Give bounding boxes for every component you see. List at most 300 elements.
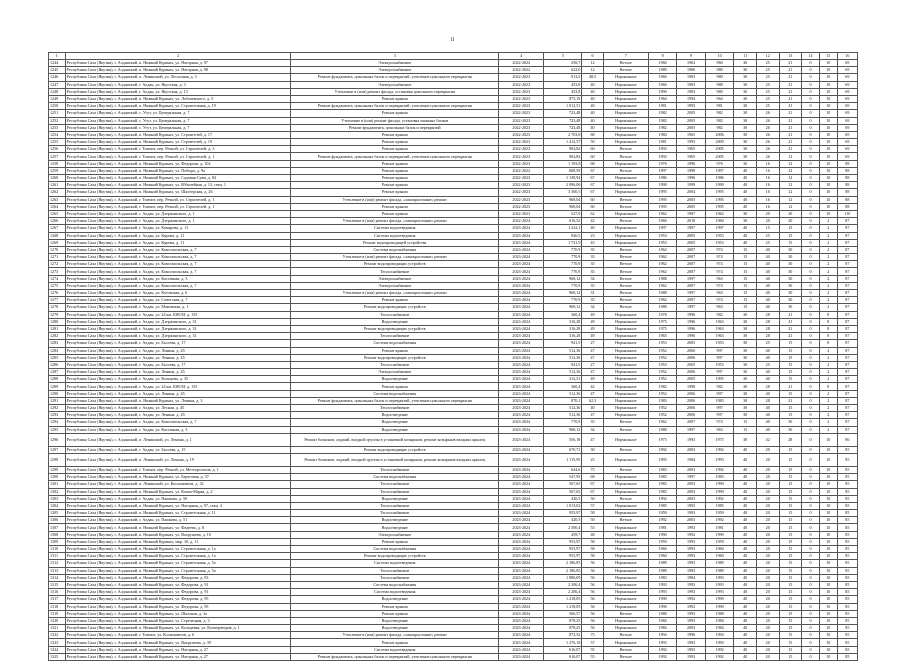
table-cell: 30 bbox=[779, 275, 802, 282]
table-cell: Нормальное bbox=[603, 95, 648, 102]
table-cell: 0 bbox=[802, 412, 820, 419]
table-cell: 85 bbox=[837, 632, 857, 639]
table-cell: 20 bbox=[756, 517, 779, 524]
table-row bbox=[49, 453, 858, 466]
table-cell: 904,84 bbox=[544, 146, 582, 153]
table-cell: 0 bbox=[802, 131, 820, 138]
table-cell: 25 bbox=[756, 361, 779, 368]
table-cell: 1249 bbox=[49, 95, 66, 102]
table-cell: Ветхое bbox=[603, 60, 648, 67]
table-cell: Республика Саха (Якутия), г. Алданский, г. Алдан, ул. Комсомольская, д. 7 bbox=[65, 268, 291, 275]
table-cell: 62,3 bbox=[582, 397, 603, 404]
table-cell: 2023-2024 bbox=[499, 560, 544, 567]
table-cell: 2009 bbox=[705, 139, 734, 146]
table-cell: 0 bbox=[802, 139, 820, 146]
table-cell: 35 bbox=[582, 261, 603, 268]
table-cell: 1267 bbox=[49, 225, 66, 232]
table-cell: 35 bbox=[582, 246, 603, 253]
table-cell: 0 bbox=[802, 610, 820, 617]
table-cell: 87 bbox=[837, 333, 857, 340]
table-cell: 1283 bbox=[49, 340, 66, 347]
table-cell: 10 bbox=[819, 103, 837, 110]
table-cell: 1953 bbox=[648, 361, 677, 368]
table-cell: 0 bbox=[802, 603, 820, 610]
table-cell: 15 bbox=[779, 546, 802, 553]
table-row bbox=[49, 546, 858, 553]
table-cell: 1983 bbox=[648, 481, 677, 488]
table-cell: 87 bbox=[837, 318, 857, 325]
table-cell: 2 bbox=[819, 347, 837, 354]
table-cell: Республика Саха (Якутия), г. Алданский, п. Нижний Куранах, ул. Строительная, д. 1а bbox=[65, 553, 291, 560]
table-cell: Республика Саха (Якутия), г. Алданский, г. Томмот, пер. Речной, ул. Строителей, д. 1 bbox=[65, 196, 291, 203]
table-cell: 1993 bbox=[677, 639, 706, 646]
table-cell: 2023-2024 bbox=[499, 239, 544, 246]
table-cell: 28 bbox=[756, 311, 779, 318]
table-cell: 770,9 bbox=[544, 419, 582, 426]
table-cell: 1305 bbox=[49, 510, 66, 517]
table-cell: 85 bbox=[837, 581, 857, 588]
table-cell: 1986 bbox=[648, 175, 677, 182]
table-cell: Республика Саха (Якутия), г. Алданский, г. Алдан, ул. Дзержинского, д. 31 bbox=[65, 325, 291, 332]
table-cell: Нормальное bbox=[603, 538, 648, 545]
table-cell: 16 bbox=[756, 203, 779, 210]
table-cell: 1960 bbox=[705, 553, 734, 560]
table-cell: 40 bbox=[734, 510, 757, 517]
table-row bbox=[49, 632, 858, 639]
table-cell: Ветхое bbox=[603, 653, 648, 660]
table-cell: 10 bbox=[819, 510, 837, 517]
table-cell: 40 bbox=[734, 546, 757, 553]
table-cell: 1 012,51 bbox=[544, 103, 582, 110]
table-cell: 0 bbox=[802, 297, 820, 304]
table-cell: 35 bbox=[582, 268, 603, 275]
table-cell: Утепление в (или) ремонт фасада, «лакокрасочные» ремонт bbox=[291, 196, 499, 203]
table-cell: Ремонт водопроводящих устройств bbox=[291, 304, 499, 311]
table-cell: 23 bbox=[582, 232, 603, 239]
table-cell: 0 bbox=[802, 203, 820, 210]
table-cell: Нормальное bbox=[603, 74, 648, 81]
table-cell: 20 bbox=[756, 495, 779, 502]
table-cell: 2023-2024 bbox=[499, 376, 544, 383]
table-cell: 15 bbox=[779, 560, 802, 567]
table-cell: 1960 bbox=[705, 218, 734, 225]
table-cell: Система водоснабжения bbox=[291, 340, 499, 347]
table-cell: 1277 bbox=[49, 297, 66, 304]
table-cell: 1965 bbox=[677, 131, 706, 138]
table-cell: Республика Саха (Якутия), г. Алданский, г. Алдан, ул. Кастачная, д. 3 bbox=[65, 275, 291, 282]
table-cell: 21 bbox=[779, 318, 802, 325]
table-cell: 2023-2024 bbox=[499, 246, 544, 253]
table-cell: Ветхое bbox=[603, 446, 648, 453]
table-cell: 15 bbox=[779, 481, 802, 488]
table-cell: 30 bbox=[734, 311, 757, 318]
table-cell: 2 bbox=[819, 426, 837, 433]
table-cell: 50 bbox=[582, 495, 603, 502]
table-cell: Республика Саха (Якутия), г. Алданский, г. Алдан, ул. Лесная, д. 45 bbox=[65, 405, 291, 412]
table-cell: Утепление в (или) ремонт фасада, «лакокрасочные» ремонт bbox=[291, 218, 499, 225]
table-cell: 0 bbox=[802, 531, 820, 538]
table-cell: 20 bbox=[756, 466, 779, 473]
table-cell: 40 bbox=[756, 275, 779, 282]
table-cell: 312,51 bbox=[544, 376, 582, 383]
table-cell: 904,84 bbox=[544, 153, 582, 160]
table-cell: 30 bbox=[734, 218, 757, 225]
table-cell: 1996 bbox=[677, 318, 706, 325]
table-cell: 997 bbox=[705, 354, 734, 361]
table-cell: 0 bbox=[802, 538, 820, 545]
table-cell: 2023-2024 bbox=[499, 397, 544, 404]
table-row bbox=[49, 625, 858, 632]
table-cell: Республика Саха (Якутия), г. Алданский, с. Угут, ул. Центральная, д. 7 bbox=[65, 124, 291, 131]
table-cell: 1992 bbox=[648, 646, 677, 653]
table-cell: 2023-2024 bbox=[499, 510, 544, 517]
table-cell: 2023-2024 bbox=[499, 254, 544, 261]
table-cell: Ремонт крыши bbox=[291, 189, 499, 196]
table-cell: 974 bbox=[705, 297, 734, 304]
table-row bbox=[49, 282, 858, 289]
table-cell: 20 bbox=[756, 581, 779, 588]
table-cell: 1321 bbox=[49, 625, 66, 632]
table-cell: 10 bbox=[819, 596, 837, 603]
table-cell: 1993 bbox=[677, 433, 706, 446]
table-cell: 16 bbox=[756, 189, 779, 196]
table-cell: 1996 bbox=[677, 175, 706, 182]
table-cell: Нормальное bbox=[603, 182, 648, 189]
table-cell: 15 bbox=[779, 653, 802, 660]
table-cell: 8 bbox=[819, 383, 837, 390]
table-cell: 43 bbox=[582, 239, 603, 246]
table-cell: Электроснабжение bbox=[291, 531, 499, 538]
table-cell: 1959 bbox=[648, 538, 677, 545]
table-cell: Водоотведение bbox=[291, 495, 499, 502]
table-cell: 1959 bbox=[705, 538, 734, 545]
table-cell: 87 bbox=[837, 340, 857, 347]
table-cell: 1997 bbox=[677, 275, 706, 282]
table-cell: 1990 bbox=[648, 88, 677, 95]
table-cell: 2006 bbox=[677, 397, 706, 404]
table-cell: 85 bbox=[837, 567, 857, 574]
table-cell: 1308 bbox=[49, 531, 66, 538]
table-cell: 0 bbox=[802, 333, 820, 340]
table-row bbox=[49, 369, 858, 376]
table-cell: 1254 bbox=[49, 131, 66, 138]
table-cell: Республика Саха (Якутия), г. Алданский, г. Алдан, ул. Пашкова, д. 50 bbox=[65, 495, 291, 502]
table-cell: 316,28 bbox=[544, 325, 582, 332]
table-cell: 67 bbox=[582, 189, 603, 196]
table-cell: 0 bbox=[802, 617, 820, 624]
table-row bbox=[49, 218, 858, 225]
table-header-row bbox=[49, 53, 858, 60]
table-cell: 997 bbox=[705, 390, 734, 397]
table-cell: 2023-2024 bbox=[499, 567, 544, 574]
table-cell: 1963 bbox=[705, 318, 734, 325]
table-cell: 2005 bbox=[677, 376, 706, 383]
table-cell: 40 bbox=[756, 246, 779, 253]
table-cell: 1992 bbox=[677, 596, 706, 603]
table-cell: 10 bbox=[819, 203, 837, 210]
table-row bbox=[49, 67, 858, 74]
table-cell: 1990 bbox=[648, 596, 677, 603]
table-cell: 1253 bbox=[49, 124, 66, 131]
table-cell: 1992 bbox=[705, 466, 734, 473]
table-cell: 2022-2023 bbox=[499, 139, 544, 146]
table-cell: 0 bbox=[802, 383, 820, 390]
table-cell: 40 bbox=[756, 412, 779, 419]
table-cell: 35 bbox=[582, 254, 603, 261]
table-cell: Республика Саха (Якутия), г. Алданский, г. Алдан, ул. Комарова, д. 11 bbox=[65, 225, 291, 232]
table-cell: Система водоснабжения bbox=[291, 546, 499, 553]
table-cell: 40 bbox=[734, 453, 757, 466]
table-cell: 616,07 bbox=[544, 653, 582, 660]
table-cell: Нормальное bbox=[603, 175, 648, 182]
table-cell: 0 bbox=[802, 196, 820, 203]
table-cell: Республика Саха (Якутия), г. Алданский, г. Алдан, ул. Комсомольская, д. 7 bbox=[65, 419, 291, 426]
table-cell: 1953 bbox=[705, 361, 734, 368]
table-cell: 25 bbox=[756, 60, 779, 67]
table-cell: Нормальное bbox=[603, 567, 648, 574]
table-row bbox=[49, 175, 858, 182]
table-row bbox=[49, 333, 858, 340]
table-cell: Нормальное bbox=[603, 103, 648, 110]
column-header: 6 bbox=[582, 53, 603, 60]
table-cell: Нормальное bbox=[603, 333, 648, 340]
table-cell: 10 bbox=[819, 639, 837, 646]
table-cell: 87 bbox=[837, 383, 857, 390]
table-cell: Ремонт крыши bbox=[291, 182, 499, 189]
table-cell: Теплоснабжение bbox=[291, 268, 499, 275]
table-cell: 316,28 bbox=[544, 318, 582, 325]
table-cell: 25 bbox=[756, 340, 779, 347]
table-cell: 20 bbox=[756, 446, 779, 453]
table-cell: 1983 bbox=[705, 397, 734, 404]
table-cell: 15 bbox=[779, 625, 802, 632]
table-cell: Республика Саха (Якутия), г. Алданский, г. Алдан, ул. Ленина, д. 45 bbox=[65, 347, 291, 354]
table-cell: 1325 bbox=[49, 653, 66, 660]
table-cell: 0 bbox=[802, 453, 820, 466]
table-cell: 30 bbox=[734, 325, 757, 332]
table-cell: Ремонт крыши bbox=[291, 538, 499, 545]
table-cell: 2023-2024 bbox=[499, 412, 544, 419]
table-cell: 0 bbox=[802, 225, 820, 232]
table-cell: 1324 bbox=[49, 646, 66, 653]
table-cell: 1988 bbox=[705, 610, 734, 617]
table-cell: 2003 bbox=[677, 625, 706, 632]
table-cell: 1980 bbox=[677, 67, 706, 74]
table-cell: 87 bbox=[837, 268, 857, 275]
table-cell: 1306 bbox=[49, 517, 66, 524]
table-cell: 85 bbox=[837, 524, 857, 531]
table-cell: 668,59 bbox=[544, 167, 582, 174]
table-cell: 0 bbox=[802, 182, 820, 189]
table-cell: Республика Саха (Якутия), г. Алданский, г. Алдан, ул. Дзержинского, д. 31 bbox=[65, 333, 291, 340]
table-cell: 67 bbox=[582, 167, 603, 174]
table-cell: 2 bbox=[819, 397, 837, 404]
table-cell: 1989 bbox=[648, 560, 677, 567]
table-cell: 1292 bbox=[49, 405, 66, 412]
table-cell: 1960 bbox=[705, 546, 734, 553]
table-cell: 20 bbox=[756, 617, 779, 624]
table-cell: Республика Саха (Якутия), г. Алданский, г. Алдан, ул. Якутская, д. 3 bbox=[65, 81, 291, 88]
table-cell: 67 bbox=[582, 182, 603, 189]
table-cell: 1953 bbox=[705, 340, 734, 347]
table-cell: 49 bbox=[582, 376, 603, 383]
table-cell: Нормальное bbox=[603, 405, 648, 412]
table-cell: 0 bbox=[802, 376, 820, 383]
table-cell: 48,5 bbox=[582, 74, 603, 81]
column-header: 9 bbox=[677, 53, 706, 60]
table-cell: Нормальное bbox=[603, 625, 648, 632]
table-cell: 913,5 bbox=[544, 74, 582, 81]
table-cell: 1309 bbox=[49, 538, 66, 545]
table-cell: Республика Саха (Якутия), г. Алданский, г. Алдан, ул. Комсомольская, д. 7 bbox=[65, 246, 291, 253]
table-row bbox=[49, 446, 858, 453]
table-cell: 878,25 bbox=[544, 617, 582, 624]
table-cell: 2022-2022 bbox=[499, 67, 544, 74]
table-cell: 30 bbox=[734, 383, 757, 390]
table-cell: 2022-2023 bbox=[499, 182, 544, 189]
table-cell: 0 bbox=[802, 390, 820, 397]
table-cell: 0 bbox=[802, 639, 820, 646]
table-cell: 0 bbox=[802, 304, 820, 311]
table-cell: 16 bbox=[756, 167, 779, 174]
table-cell: 30 bbox=[779, 246, 802, 253]
table-cell: 453,8 bbox=[544, 81, 582, 88]
table-cell: 50 bbox=[582, 139, 603, 146]
table-cell: 10 bbox=[819, 610, 837, 617]
table-cell: Ремонт водопроводящих устройств bbox=[291, 446, 499, 453]
table-cell: 1962 bbox=[648, 419, 677, 426]
table-cell: 968,12 bbox=[544, 426, 582, 433]
table-cell: Ветхое bbox=[603, 146, 648, 153]
table-cell: Республика Саха (Якутия), г. Алданский, п. Нижний Куранах, ул. Вахрушева, д. 39 bbox=[65, 639, 291, 646]
table-cell: 21 bbox=[779, 325, 802, 332]
table-cell: 1978 bbox=[648, 311, 677, 318]
table-cell: 15 bbox=[779, 510, 802, 517]
table-row bbox=[49, 325, 858, 332]
table-cell: 1993 bbox=[677, 524, 706, 531]
table-cell: 85 bbox=[837, 603, 857, 610]
table-cell: 1265 bbox=[49, 210, 66, 217]
table-cell: 1993 bbox=[677, 653, 706, 660]
table-cell: 12 bbox=[779, 182, 802, 189]
table-cell: 28 bbox=[756, 397, 779, 404]
table-cell: Нормальное bbox=[603, 139, 648, 146]
table-cell: 26 bbox=[756, 131, 779, 138]
table-cell: 8 bbox=[819, 311, 837, 318]
table-cell: Водоотведение bbox=[291, 617, 499, 624]
table-cell: Республика Саха (Якутия), г. Алданский, г. Алдан, ул. Бьосева, д. 17 bbox=[65, 340, 291, 347]
table-cell: 2007 bbox=[677, 246, 706, 253]
table-cell: 56 bbox=[582, 596, 603, 603]
table-cell: 30 bbox=[734, 376, 757, 383]
table-cell: 2023-2024 bbox=[499, 268, 544, 275]
table-cell: 58 bbox=[582, 510, 603, 517]
table-cell: 40 bbox=[756, 282, 779, 289]
table-cell: Теплоснабжение bbox=[291, 361, 499, 368]
table-cell: 30 bbox=[779, 419, 802, 426]
table-cell: 15 bbox=[779, 632, 802, 639]
table-cell: 1960 bbox=[648, 546, 677, 553]
table-cell: 567,65 bbox=[544, 488, 582, 495]
table-cell: 28 bbox=[756, 383, 779, 390]
table-cell: 58 bbox=[582, 553, 603, 560]
table-cell: 85 bbox=[837, 639, 857, 646]
table-cell: 0 bbox=[802, 354, 820, 361]
table-cell: 1278 bbox=[49, 304, 66, 311]
table-cell: 1992 bbox=[648, 446, 677, 453]
table-row bbox=[49, 131, 858, 138]
table-cell: 20 bbox=[756, 502, 779, 509]
table-cell: 1981 bbox=[648, 524, 677, 531]
table-cell: 2022-2023 bbox=[499, 203, 544, 210]
table-cell: 40 bbox=[734, 603, 757, 610]
table-cell: 2023-2024 bbox=[499, 426, 544, 433]
table-cell: 30 bbox=[779, 297, 802, 304]
table-cell: 25 bbox=[756, 81, 779, 88]
table-cell: 10 bbox=[819, 110, 837, 117]
table-cell: 1316 bbox=[49, 589, 66, 596]
table-cell: 85 bbox=[837, 531, 857, 538]
table-cell: 31 bbox=[582, 290, 603, 297]
table-cell: 53 bbox=[582, 524, 603, 531]
table-cell: 2005 bbox=[705, 153, 734, 160]
table-cell: 453,8 bbox=[544, 88, 582, 95]
table-cell: 30 bbox=[734, 124, 757, 131]
table-row bbox=[49, 517, 858, 524]
table-row bbox=[49, 354, 858, 361]
table-cell: 69 bbox=[837, 139, 857, 146]
table-cell: 1981 bbox=[648, 103, 677, 110]
table-cell: 87 bbox=[837, 361, 857, 368]
table-cell: 15 bbox=[779, 354, 802, 361]
table-cell: 974 bbox=[705, 254, 734, 261]
table-cell: 10 bbox=[819, 538, 837, 545]
table-cell: 1244 bbox=[49, 60, 66, 67]
table-cell: 1975 bbox=[648, 433, 677, 446]
table-cell: 10 bbox=[819, 196, 837, 203]
table-cell: 1985 bbox=[648, 502, 677, 509]
table-cell: Утепление в (или) ремонт фасада, «лакокрасочные» ремонт bbox=[291, 632, 499, 639]
table-cell: 955,97 bbox=[544, 538, 582, 545]
table-cell: Ремонт водопроводящих устройств bbox=[291, 354, 499, 361]
table-cell: 10 bbox=[819, 474, 837, 481]
table-cell: 69 bbox=[837, 110, 857, 117]
table-cell: 1298 bbox=[49, 453, 66, 466]
table-cell: 1992 bbox=[677, 603, 706, 610]
table-cell: 2023-2024 bbox=[499, 433, 544, 446]
table-cell: 87 bbox=[837, 354, 857, 361]
table-cell: 26 bbox=[756, 153, 779, 160]
table-cell: Система водоснабжения bbox=[291, 390, 499, 397]
table-cell: 30 bbox=[734, 103, 757, 110]
table-cell: 85 bbox=[837, 538, 857, 545]
table-cell: Нормальное bbox=[603, 502, 648, 509]
table-cell: 968,12 bbox=[544, 304, 582, 311]
table-cell: 1990 bbox=[705, 488, 734, 495]
table-cell: Нормальное bbox=[603, 124, 648, 131]
table-cell: 20 bbox=[756, 210, 779, 217]
table-cell: 2023-2024 bbox=[499, 297, 544, 304]
table-cell: 49 bbox=[582, 333, 603, 340]
table-cell: 1996 bbox=[677, 160, 706, 167]
table-cell: Республика Саха (Якутия), г. Алданский, п. Нижний Куранах, ул. Строительная, д. 11 bbox=[65, 510, 291, 517]
table-cell: 15 bbox=[779, 239, 802, 246]
table-cell: Ремонт крыши bbox=[291, 131, 499, 138]
table-cell: 1993 bbox=[677, 553, 706, 560]
table-cell: 2023-2024 bbox=[499, 553, 544, 560]
table-cell: 1990 bbox=[648, 531, 677, 538]
table-cell: 30 bbox=[779, 268, 802, 275]
